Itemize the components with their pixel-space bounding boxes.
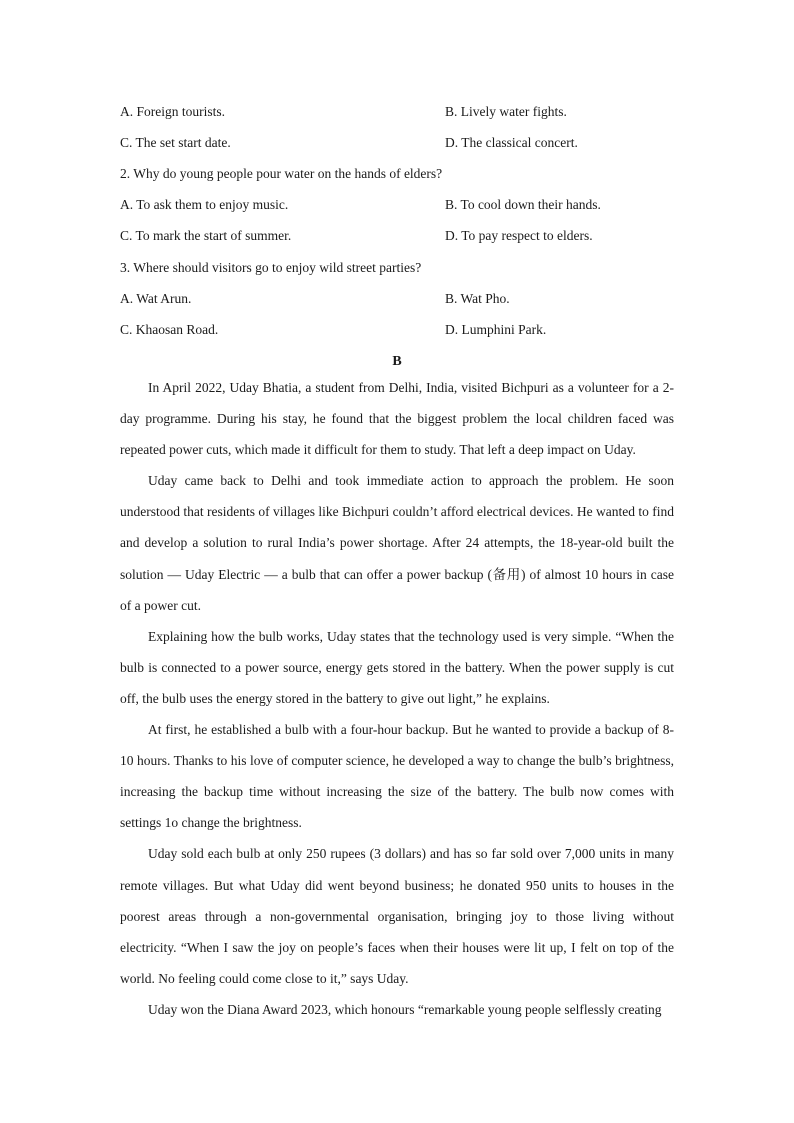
q3-stem: 3. Where should visitors go to enjoy wild street parties? — [120, 260, 422, 275]
q3-option-b: B. Wat Pho. — [445, 291, 510, 306]
q2-option-a: A. To ask them to enjoy music. — [120, 197, 289, 212]
q1-options-row-2 — [120, 133, 680, 153]
q2-option-c: C. To mark the start of summer. — [120, 228, 292, 243]
q2-option-b: B. To cool down their hands. — [445, 197, 601, 212]
passage-paragraph-3: Explaining how the bulb works, Uday states that the technology used is very simple. “When the bulb is connected to a power source, energy gets stored in the battery. When the power supply is cut off, the bulb uses the energy stored in the battery to give out light,” he explains. — [120, 628, 674, 706]
q2-stem: 2. Why do young people pour water on the hands of elders? — [120, 166, 443, 181]
q2-options-row-1 — [120, 195, 680, 215]
q3-option-c: C. Khaosan Road. — [120, 322, 219, 337]
q1-option-a: A. Foreign tourists. — [120, 104, 226, 119]
passage-paragraph-6: Uday won the Diana Award 2023, which honours “remarkable young people selflessly creating — [148, 1001, 662, 1017]
passage-paragraph-4: At first, he established a bulb with a four-hour backup. But he wanted to provide a backup of 8-10 hours. Thanks to his love of computer science, he developed a way to change the bulb’s brightness, increasing the backup time without increasing the size of the battery. The bulb now comes with settings 1o change the brightness. — [120, 722, 674, 831]
q3-option-a: A. Wat Arun. — [120, 291, 192, 306]
q1-option-d: D. The classical concert. — [445, 135, 578, 150]
q3-option-d: D. Lumphini Park. — [445, 322, 547, 337]
passage-paragraph-1: In April 2022, Uday Bhatia, a student from Delhi, India, visited Bichpuri as a volunteer for a 2-day programme. During his stay, he found that the biggest problem the local children faced was repeated power cuts, which made it difficult for them to study. That left a deep impact on Uday. — [120, 380, 674, 458]
q2-options-row-2 — [120, 226, 680, 246]
q2-option-d: D. To pay respect to elders. — [445, 228, 593, 243]
passage-paragraph-5: Uday sold each bulb at only 250 rupees (3 dollars) and has so far sold over 7,000 units in many remote villages. But what Uday did went beyond business; he donated 950 units to houses in the poorest areas through a non-governmental organisation, bringing joy to those living without electricity. “When I saw the joy on people’s faces when their houses were lit up, I felt on top of the world. No feeling could come close to it,” says Uday. — [120, 846, 674, 986]
q1-option-c: C. The set start date. — [120, 135, 231, 150]
q3-options-row-2 — [120, 320, 680, 340]
q1-option-b: B. Lively water fights. — [445, 104, 567, 119]
section-heading: B — [392, 354, 402, 369]
reading-passage — [120, 372, 674, 1025]
q3-options-row-1 — [120, 289, 680, 309]
q1-options-row-1 — [120, 102, 680, 122]
passage-paragraph-2: Uday came back to Delhi and took immediate action to approach the problem. He soon understood that residents of villages like Bichpuri couldn’t afford electrical devices. He wanted to find and develop a solution to rural India’s power shortage. After 24 attempts, the 18-year-old built the solution — Uday Electric — a bulb that can offer a power backup (备用) of almost 10 hours in case of a power cut. — [120, 473, 674, 613]
